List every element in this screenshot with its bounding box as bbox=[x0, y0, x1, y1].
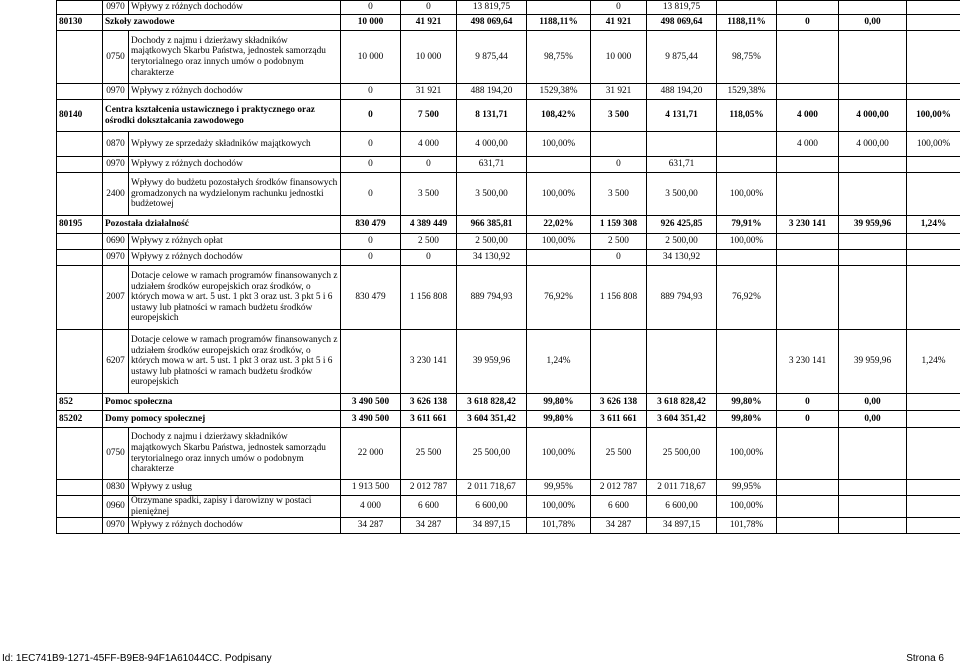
subsidy-execution-cell bbox=[839, 266, 907, 330]
chapter-code bbox=[57, 1, 103, 15]
own-plan-cell: 6 600 bbox=[591, 496, 647, 518]
own-plan-cell: 0 bbox=[591, 157, 647, 173]
own-execution-cell: 34 130,92 bbox=[647, 250, 717, 266]
table-row bbox=[57, 31, 960, 84]
execution-percent-cell: 1188,11% bbox=[527, 15, 591, 31]
item-description: Domy pomocy społecznej bbox=[103, 411, 341, 428]
table-row bbox=[57, 1, 960, 15]
subsidy-percent-cell bbox=[907, 31, 960, 84]
own-percent-cell: 1529,38% bbox=[717, 84, 777, 100]
plan-initial-cell: 0 bbox=[341, 250, 401, 266]
subsidy-plan-cell bbox=[777, 173, 839, 216]
plan-after-changes-cell: 34 287 bbox=[401, 518, 457, 534]
plan-after-changes-cell: 2 500 bbox=[401, 234, 457, 250]
plan-initial-cell bbox=[341, 330, 401, 394]
subsidy-percent-cell bbox=[907, 234, 960, 250]
item-description: Dotacje celowe w ramach programów finansowanych z udziałem środków europejskich oraz środków, o których mowa w art. 5 ust. 1 pkt 3 oraz ust. 3 pkt 5 i 6 ustawy lub płatności w ramach budżetu środków europejskich bbox=[129, 330, 341, 394]
item-description: Wpływy z różnych dochodów bbox=[129, 157, 341, 173]
own-plan-cell: 0 bbox=[591, 250, 647, 266]
subsidy-percent-cell bbox=[907, 266, 960, 330]
plan-initial-cell: 4 000 bbox=[341, 496, 401, 518]
subsidy-percent-cell bbox=[907, 15, 960, 31]
execution-cell: 889 794,93 bbox=[457, 266, 527, 330]
plan-after-changes-cell: 0 bbox=[401, 157, 457, 173]
subsidy-plan-cell bbox=[777, 157, 839, 173]
own-plan-cell: 0 bbox=[591, 1, 647, 15]
subsidy-plan-cell bbox=[777, 250, 839, 266]
table-row bbox=[57, 411, 960, 428]
execution-cell: 3 604 351,42 bbox=[457, 411, 527, 428]
item-description: Dochody z najmu i dzierżawy składników majątkowych Skarbu Państwa, jednostek samorządu terytorialnego oraz innych umów o podobnym charakterze bbox=[129, 428, 341, 480]
subsidy-percent-cell bbox=[907, 173, 960, 216]
plan-after-changes-cell: 3 611 661 bbox=[401, 411, 457, 428]
execution-percent-cell: 100,00% bbox=[527, 496, 591, 518]
own-execution-cell: 2 011 718,67 bbox=[647, 480, 717, 496]
subsidy-plan-cell: 3 230 141 bbox=[777, 330, 839, 394]
execution-cell: 8 131,71 bbox=[457, 100, 527, 132]
own-execution-cell: 3 500,00 bbox=[647, 173, 717, 216]
own-percent-cell: 76,92% bbox=[717, 266, 777, 330]
own-plan-cell: 3 611 661 bbox=[591, 411, 647, 428]
table-row bbox=[57, 480, 960, 496]
table-row bbox=[57, 157, 960, 173]
subsidy-execution-cell bbox=[839, 480, 907, 496]
table-row bbox=[57, 234, 960, 250]
own-percent-cell: 79,91% bbox=[717, 216, 777, 234]
own-percent-cell bbox=[717, 250, 777, 266]
chapter-code bbox=[57, 266, 103, 330]
subsidy-execution-cell: 39 959,96 bbox=[839, 330, 907, 394]
plan-initial-cell: 3 490 500 bbox=[341, 394, 401, 411]
subsidy-percent-cell: 100,00% bbox=[907, 100, 960, 132]
table-row bbox=[57, 496, 960, 518]
own-percent-cell bbox=[717, 330, 777, 394]
execution-percent-cell bbox=[527, 157, 591, 173]
plan-initial-cell: 0 bbox=[341, 234, 401, 250]
plan-initial-cell: 830 479 bbox=[341, 216, 401, 234]
own-execution-cell: 631,71 bbox=[647, 157, 717, 173]
subsidy-plan-cell: 0 bbox=[777, 411, 839, 428]
own-plan-cell: 25 500 bbox=[591, 428, 647, 480]
execution-percent-cell: 76,92% bbox=[527, 266, 591, 330]
execution-cell: 2 011 718,67 bbox=[457, 480, 527, 496]
subsidy-percent-cell bbox=[907, 1, 960, 15]
own-execution-cell: 13 819,75 bbox=[647, 1, 717, 15]
execution-percent-cell: 100,00% bbox=[527, 173, 591, 216]
plan-after-changes-cell: 4 000 bbox=[401, 132, 457, 157]
execution-cell: 966 385,81 bbox=[457, 216, 527, 234]
subsidy-execution-cell bbox=[839, 428, 907, 480]
own-percent-cell: 98,75% bbox=[717, 31, 777, 84]
item-description: Dochody z najmu i dzierżawy składników majątkowych Skarbu Państwa, jednostek samorządu terytorialnego oraz innych umów o podobnym charakterze bbox=[129, 31, 341, 84]
subsidy-execution-cell: 39 959,96 bbox=[839, 216, 907, 234]
own-percent-cell: 100,00% bbox=[717, 234, 777, 250]
subsidy-execution-cell: 0,00 bbox=[839, 411, 907, 428]
execution-percent-cell bbox=[527, 250, 591, 266]
table-row bbox=[57, 216, 960, 234]
table-row bbox=[57, 330, 960, 394]
paragraph-code: 0970 bbox=[103, 250, 129, 266]
item-description: Otrzymane spadki, zapisy i darowizny w postaci pieniężnej bbox=[129, 496, 341, 518]
plan-initial-cell: 830 479 bbox=[341, 266, 401, 330]
paragraph-code: 0970 bbox=[103, 157, 129, 173]
table-row bbox=[57, 428, 960, 480]
execution-cell: 34 897,15 bbox=[457, 518, 527, 534]
table-row bbox=[57, 250, 960, 266]
own-execution-cell bbox=[647, 132, 717, 157]
plan-initial-cell: 1 913 500 bbox=[341, 480, 401, 496]
plan-initial-cell: 0 bbox=[341, 173, 401, 216]
item-description: Wpływy ze sprzedaży składników majątkowych bbox=[129, 132, 341, 157]
own-plan-cell bbox=[591, 330, 647, 394]
own-execution-cell: 34 897,15 bbox=[647, 518, 717, 534]
chapter-code bbox=[57, 84, 103, 100]
own-plan-cell: 2 500 bbox=[591, 234, 647, 250]
execution-percent-cell: 100,00% bbox=[527, 234, 591, 250]
subsidy-plan-cell bbox=[777, 496, 839, 518]
plan-after-changes-cell: 3 230 141 bbox=[401, 330, 457, 394]
subsidy-execution-cell: 4 000,00 bbox=[839, 100, 907, 132]
own-percent-cell: 101,78% bbox=[717, 518, 777, 534]
subsidy-execution-cell: 0,00 bbox=[839, 15, 907, 31]
item-description: Wpływy z różnych dochodów bbox=[129, 250, 341, 266]
own-execution-cell: 498 069,64 bbox=[647, 15, 717, 31]
execution-cell: 13 819,75 bbox=[457, 1, 527, 15]
subsidy-plan-cell bbox=[777, 234, 839, 250]
chapter-code: 80130 bbox=[57, 15, 103, 31]
page-footer bbox=[0, 650, 960, 667]
own-execution-cell: 4 131,71 bbox=[647, 100, 717, 132]
plan-after-changes-cell: 4 389 449 bbox=[401, 216, 457, 234]
plan-initial-cell: 22 000 bbox=[341, 428, 401, 480]
chapter-code bbox=[57, 173, 103, 216]
subsidy-percent-cell bbox=[907, 428, 960, 480]
execution-cell: 25 500,00 bbox=[457, 428, 527, 480]
own-execution-cell bbox=[647, 330, 717, 394]
own-plan-cell: 41 921 bbox=[591, 15, 647, 31]
execution-percent-cell: 98,75% bbox=[527, 31, 591, 84]
execution-cell: 2 500,00 bbox=[457, 234, 527, 250]
item-description: Wpływy z różnych dochodów bbox=[129, 84, 341, 100]
subsidy-percent-cell: 1,24% bbox=[907, 330, 960, 394]
item-description: Wpływy z usług bbox=[129, 480, 341, 496]
own-execution-cell: 488 194,20 bbox=[647, 84, 717, 100]
subsidy-execution-cell bbox=[839, 496, 907, 518]
chapter-code bbox=[57, 31, 103, 84]
chapter-code bbox=[57, 428, 103, 480]
subsidy-percent-cell: 1,24% bbox=[907, 216, 960, 234]
execution-cell: 9 875,44 bbox=[457, 31, 527, 84]
item-description: Centra kształcenia ustawicznego i praktycznego oraz ośrodki dokształcania zawodowego bbox=[103, 100, 341, 132]
table-row bbox=[57, 84, 960, 100]
own-execution-cell: 6 600,00 bbox=[647, 496, 717, 518]
subsidy-plan-cell: 0 bbox=[777, 15, 839, 31]
subsidy-plan-cell: 0 bbox=[777, 394, 839, 411]
execution-cell: 3 618 828,42 bbox=[457, 394, 527, 411]
execution-percent-cell: 99,80% bbox=[527, 411, 591, 428]
execution-cell: 488 194,20 bbox=[457, 84, 527, 100]
section-code: 852 bbox=[57, 394, 103, 411]
chapter-code bbox=[57, 234, 103, 250]
execution-cell: 631,71 bbox=[457, 157, 527, 173]
paragraph-code: 2007 bbox=[103, 266, 129, 330]
subsidy-percent-cell bbox=[907, 250, 960, 266]
subsidy-execution-cell bbox=[839, 518, 907, 534]
subsidy-execution-cell bbox=[839, 31, 907, 84]
own-plan-cell: 3 500 bbox=[591, 173, 647, 216]
plan-initial-cell: 0 bbox=[341, 1, 401, 15]
own-percent-cell: 99,95% bbox=[717, 480, 777, 496]
subsidy-plan-cell: 4 000 bbox=[777, 132, 839, 157]
chapter-code bbox=[57, 157, 103, 173]
plan-initial-cell: 0 bbox=[341, 100, 401, 132]
subsidy-plan-cell bbox=[777, 480, 839, 496]
paragraph-code: 0690 bbox=[103, 234, 129, 250]
item-description: Dotacje celowe w ramach programów finansowanych z udziałem środków europejskich oraz środków, o których mowa w art. 5 ust. 1 pkt 3 oraz ust. 3 pkt 5 i 6 ustawy lub płatności w ramach budżetu środków europejskich bbox=[129, 266, 341, 330]
table-row bbox=[57, 132, 960, 157]
plan-after-changes-cell: 25 500 bbox=[401, 428, 457, 480]
own-plan-cell: 1 159 308 bbox=[591, 216, 647, 234]
own-plan-cell bbox=[591, 132, 647, 157]
plan-after-changes-cell: 2 012 787 bbox=[401, 480, 457, 496]
plan-after-changes-cell: 0 bbox=[401, 1, 457, 15]
chapter-code bbox=[57, 250, 103, 266]
table-row bbox=[57, 100, 960, 132]
own-execution-cell: 889 794,93 bbox=[647, 266, 717, 330]
subsidy-plan-cell bbox=[777, 428, 839, 480]
paragraph-code: 0870 bbox=[103, 132, 129, 157]
execution-percent-cell: 99,95% bbox=[527, 480, 591, 496]
execution-cell: 4 000,00 bbox=[457, 132, 527, 157]
item-description: Wpływy z różnych dochodów bbox=[129, 1, 341, 15]
plan-initial-cell: 0 bbox=[341, 157, 401, 173]
plan-after-changes-cell: 3 626 138 bbox=[401, 394, 457, 411]
subsidy-plan-cell bbox=[777, 84, 839, 100]
plan-after-changes-cell: 41 921 bbox=[401, 15, 457, 31]
income-table bbox=[56, 0, 960, 534]
plan-after-changes-cell: 10 000 bbox=[401, 31, 457, 84]
subsidy-percent-cell bbox=[907, 480, 960, 496]
execution-cell: 6 600,00 bbox=[457, 496, 527, 518]
own-percent-cell: 100,00% bbox=[717, 173, 777, 216]
own-plan-cell: 3 500 bbox=[591, 100, 647, 132]
subsidy-percent-cell bbox=[907, 411, 960, 428]
own-percent-cell bbox=[717, 157, 777, 173]
own-plan-cell: 1 156 808 bbox=[591, 266, 647, 330]
paragraph-code: 0750 bbox=[103, 428, 129, 480]
own-plan-cell: 34 287 bbox=[591, 518, 647, 534]
table-row bbox=[57, 518, 960, 534]
subsidy-percent-cell bbox=[907, 496, 960, 518]
own-percent-cell: 99,80% bbox=[717, 394, 777, 411]
subsidy-percent-cell bbox=[907, 518, 960, 534]
subsidy-plan-cell bbox=[777, 266, 839, 330]
execution-cell: 3 500,00 bbox=[457, 173, 527, 216]
subsidy-percent-cell bbox=[907, 84, 960, 100]
subsidy-percent-cell bbox=[907, 157, 960, 173]
own-percent-cell bbox=[717, 1, 777, 15]
chapter-code bbox=[57, 132, 103, 157]
execution-percent-cell bbox=[527, 1, 591, 15]
plan-initial-cell: 0 bbox=[341, 132, 401, 157]
own-execution-cell: 3 604 351,42 bbox=[647, 411, 717, 428]
paragraph-code: 2400 bbox=[103, 173, 129, 216]
chapter-code bbox=[57, 480, 103, 496]
own-execution-cell: 3 618 828,42 bbox=[647, 394, 717, 411]
plan-initial-cell: 0 bbox=[341, 84, 401, 100]
paragraph-code: 6207 bbox=[103, 330, 129, 394]
own-percent-cell bbox=[717, 132, 777, 157]
own-percent-cell: 100,00% bbox=[717, 496, 777, 518]
own-plan-cell: 2 012 787 bbox=[591, 480, 647, 496]
subsidy-plan-cell bbox=[777, 31, 839, 84]
paragraph-code: 0970 bbox=[103, 518, 129, 534]
subsidy-execution-cell: 4 000,00 bbox=[839, 132, 907, 157]
paragraph-code: 0830 bbox=[103, 480, 129, 496]
paragraph-code: 0970 bbox=[103, 84, 129, 100]
execution-percent-cell: 108,42% bbox=[527, 100, 591, 132]
own-percent-cell: 118,05% bbox=[717, 100, 777, 132]
subsidy-percent-cell bbox=[907, 394, 960, 411]
own-percent-cell: 99,80% bbox=[717, 411, 777, 428]
table-row bbox=[57, 15, 960, 31]
own-plan-cell: 31 921 bbox=[591, 84, 647, 100]
item-description: Wpływy z różnych dochodów bbox=[129, 518, 341, 534]
own-plan-cell: 3 626 138 bbox=[591, 394, 647, 411]
item-description: Pozostała działalność bbox=[103, 216, 341, 234]
plan-initial-cell: 34 287 bbox=[341, 518, 401, 534]
plan-initial-cell: 10 000 bbox=[341, 31, 401, 84]
chapter-code: 80140 bbox=[57, 100, 103, 132]
subsidy-percent-cell: 100,00% bbox=[907, 132, 960, 157]
chapter-code bbox=[57, 496, 103, 518]
subsidy-plan-cell: 3 230 141 bbox=[777, 216, 839, 234]
plan-after-changes-cell: 1 156 808 bbox=[401, 266, 457, 330]
plan-after-changes-cell: 6 600 bbox=[401, 496, 457, 518]
paragraph-code: 0970 bbox=[103, 1, 129, 15]
execution-cell: 498 069,64 bbox=[457, 15, 527, 31]
execution-cell: 34 130,92 bbox=[457, 250, 527, 266]
table-row bbox=[57, 394, 960, 411]
subsidy-plan-cell: 4 000 bbox=[777, 100, 839, 132]
page-number: Strona 6 bbox=[906, 653, 944, 664]
chapter-code: 85202 bbox=[57, 411, 103, 428]
table-row bbox=[57, 266, 960, 330]
subsidy-plan-cell bbox=[777, 1, 839, 15]
subsidy-plan-cell bbox=[777, 518, 839, 534]
plan-initial-cell: 10 000 bbox=[341, 15, 401, 31]
table-row bbox=[57, 173, 960, 216]
execution-percent-cell: 100,00% bbox=[527, 132, 591, 157]
chapter-code: 80195 bbox=[57, 216, 103, 234]
plan-after-changes-cell: 3 500 bbox=[401, 173, 457, 216]
own-percent-cell: 1188,11% bbox=[717, 15, 777, 31]
subsidy-execution-cell bbox=[839, 250, 907, 266]
own-execution-cell: 926 425,85 bbox=[647, 216, 717, 234]
plan-after-changes-cell: 0 bbox=[401, 250, 457, 266]
execution-percent-cell: 1,24% bbox=[527, 330, 591, 394]
plan-initial-cell: 3 490 500 bbox=[341, 411, 401, 428]
chapter-code bbox=[57, 330, 103, 394]
own-execution-cell: 9 875,44 bbox=[647, 31, 717, 84]
subsidy-execution-cell bbox=[839, 157, 907, 173]
own-plan-cell: 10 000 bbox=[591, 31, 647, 84]
own-execution-cell: 25 500,00 bbox=[647, 428, 717, 480]
chapter-code bbox=[57, 518, 103, 534]
execution-percent-cell: 100,00% bbox=[527, 428, 591, 480]
own-percent-cell: 100,00% bbox=[717, 428, 777, 480]
document-signature-id: Id: 1EC741B9-1271-45FF-B9E8-94F1A61044CC. Podpisany bbox=[2, 653, 272, 664]
subsidy-execution-cell bbox=[839, 1, 907, 15]
subsidy-execution-cell: 0,00 bbox=[839, 394, 907, 411]
execution-cell: 39 959,96 bbox=[457, 330, 527, 394]
own-execution-cell: 2 500,00 bbox=[647, 234, 717, 250]
item-description: Wpływy do budżetu pozostałych środków finansowych gromadzonych na wydzielonym rachunku jednostki budżetowej bbox=[129, 173, 341, 216]
item-description: Pomoc społeczna bbox=[103, 394, 341, 411]
plan-after-changes-cell: 7 500 bbox=[401, 100, 457, 132]
subsidy-execution-cell bbox=[839, 84, 907, 100]
execution-percent-cell: 101,78% bbox=[527, 518, 591, 534]
paragraph-code: 0960 bbox=[103, 496, 129, 518]
execution-percent-cell: 1529,38% bbox=[527, 84, 591, 100]
item-description: Szkoły zawodowe bbox=[103, 15, 341, 31]
paragraph-code: 0750 bbox=[103, 31, 129, 84]
item-description: Wpływy z różnych opłat bbox=[129, 234, 341, 250]
subsidy-execution-cell bbox=[839, 173, 907, 216]
execution-percent-cell: 22,02% bbox=[527, 216, 591, 234]
execution-percent-cell: 99,80% bbox=[527, 394, 591, 411]
subsidy-execution-cell bbox=[839, 234, 907, 250]
plan-after-changes-cell: 31 921 bbox=[401, 84, 457, 100]
